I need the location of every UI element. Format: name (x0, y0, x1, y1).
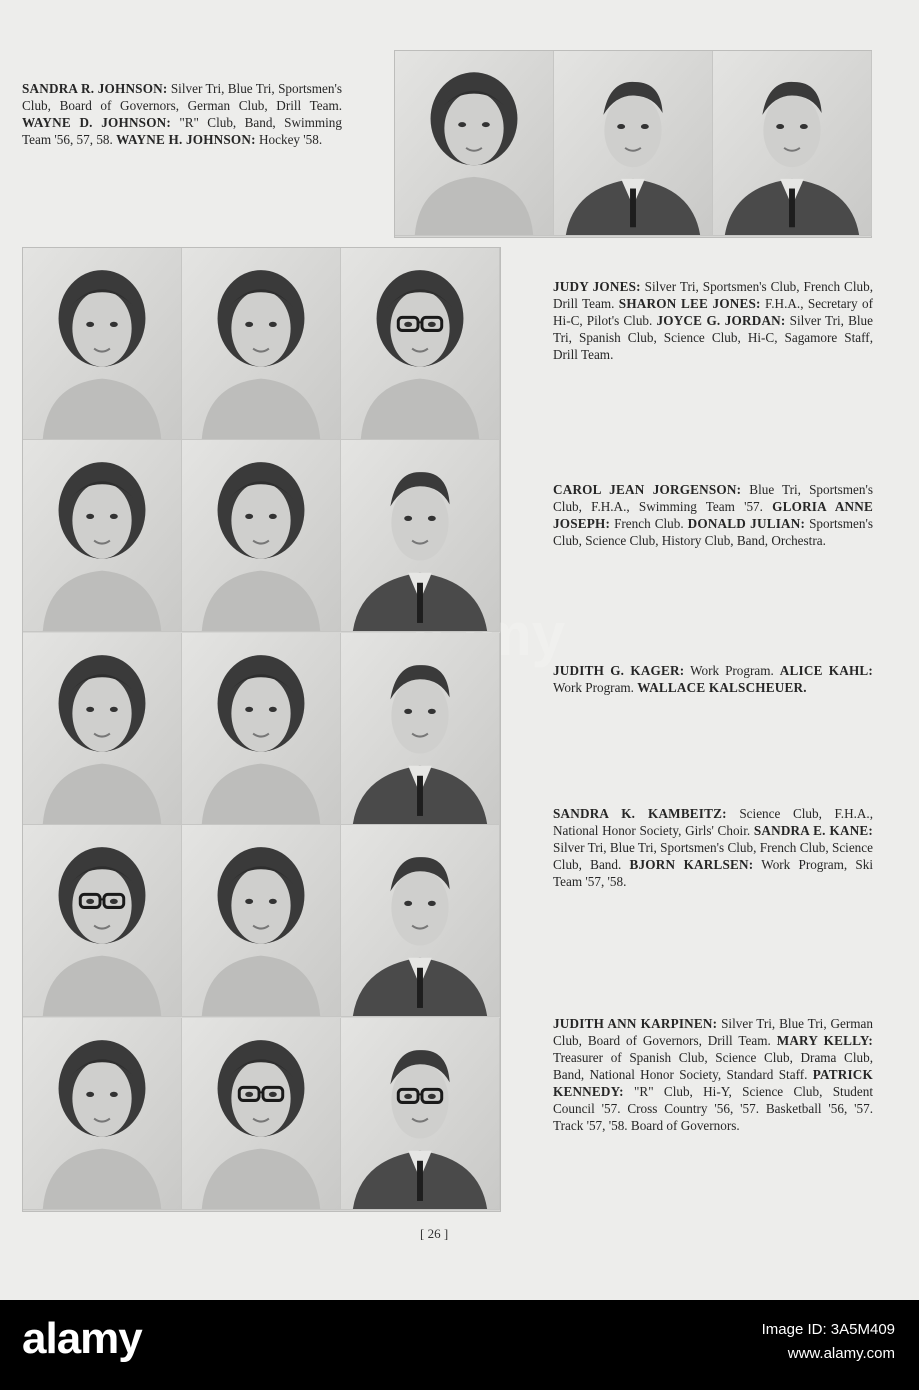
student-name: GLORIA ANNE JOSEPH: (553, 499, 873, 531)
activity-text: French Club. (610, 516, 688, 531)
student-name: PATRICK KENNEDY: (553, 1067, 873, 1099)
image-id: Image ID: 3A5M409 (761, 1321, 895, 1338)
portrait-photo (341, 440, 500, 632)
activity-text: Silver Tri, Sportsmen's Club, French Club, Drill Team. (553, 279, 873, 311)
student-name: SANDRA E. KANE: (753, 823, 874, 838)
portrait-photo (341, 825, 500, 1017)
footer-info (762, 1318, 895, 1366)
portrait-photo (182, 825, 341, 1017)
student-name: ALICE KAHL: (779, 663, 873, 678)
activity-text: Treasurer of Spanish Club, Science Club, Drama Club, Band, National Honor Society, Standard Staff. (553, 1050, 873, 1082)
portrait-photo (182, 248, 341, 440)
activity-text: Work Program. (553, 680, 638, 695)
activity-text: Work Program. (684, 663, 780, 678)
page-number: [ 26 ] (420, 1226, 449, 1241)
caption-row-5 (553, 1015, 873, 1134)
student-name: WALLACE KALSCHEUER. (637, 680, 807, 695)
activity-text: "R" Club, Band, Swimming Team '56, 57, 58. (22, 115, 342, 147)
student-name: WAYNE H. JOHNSON: (116, 132, 256, 147)
student-name: JUDITH ANN KARPINEN: (553, 1016, 718, 1031)
stock-footer (0, 1300, 919, 1390)
student-name: SANDRA K. KAMBEITZ: (553, 806, 727, 821)
activity-text: Silver Tri, Blue Tri, Sportsmen's Club, Board of Governors, German Club, Drill Team. (22, 81, 342, 113)
activity-text: Hockey '58. (255, 132, 323, 147)
student-name: SHARON LEE JONES: (618, 296, 761, 311)
portrait-photo (23, 633, 182, 825)
student-name: JUDITH G. KAGER: (553, 663, 685, 678)
activity-text: F.H.A., Secretary of Hi-C, Pilot's Club. (553, 296, 873, 328)
portrait-photo (23, 825, 182, 1017)
activity-text: "R" Club, Hi-Y, Science Club, Student Council '57. Cross Country '56, '57. Basketball '56, '57. Track '57, '58. Board of Governors. (553, 1084, 873, 1133)
activity-text: Work Program, Ski Team '57, '58. (553, 857, 873, 889)
caption-row-1 (553, 278, 873, 363)
portrait-photo (23, 1018, 182, 1210)
activity-text: Blue Tri, Sportsmen's Club, F.H.A., Swimming Team '57. (553, 482, 873, 514)
caption-row-3 (553, 662, 873, 696)
activity-text: Silver Tri, Blue Tri, Spanish Club, Science Club, Hi-C, Sagamore Staff, Drill Team. (553, 313, 873, 362)
activity-text: Science Club, F.H.A., National Honor Society, Girls' Choir. (553, 806, 874, 838)
student-name: JUDY JONES: (553, 279, 641, 294)
portrait-photo (182, 1018, 341, 1210)
activity-text: Silver Tri, Blue Tri, German Club, Board of Governors, Drill Team. (553, 1016, 873, 1048)
caption-top (22, 80, 342, 148)
portrait-photo (182, 440, 341, 632)
student-name: MARY KELLY: (776, 1033, 874, 1048)
alamy-logo[interactable]: alamy (22, 1314, 142, 1363)
student-name: DONALD JULIAN: (687, 516, 806, 531)
activity-text: Sportsmen's Club, Science Club, History Club, Band, Orchestra. (553, 516, 873, 548)
portrait-photo (23, 440, 182, 632)
portrait-photo (395, 51, 554, 236)
caption-row-2 (553, 481, 873, 549)
student-name: SANDRA R. JOHNSON: (22, 81, 168, 96)
student-name: WAYNE D. JOHNSON: (22, 115, 171, 130)
portrait-photo (713, 51, 872, 236)
portrait-photo (182, 633, 341, 825)
portrait-photo (341, 633, 500, 825)
portrait-photo (23, 248, 182, 440)
portrait-photo (554, 51, 713, 236)
site-link[interactable]: www.alamy.com (787, 1345, 895, 1362)
student-name: BJORN KARLSEN: (629, 857, 754, 872)
caption-row-4 (553, 805, 873, 890)
activity-text: Silver Tri, Blue Tri, Sportsmen's Club, French Club, Science Club, Band. (553, 840, 873, 872)
portrait-photo (341, 248, 500, 440)
student-name: JOYCE G. JORDAN: (656, 313, 786, 328)
student-name: CAROL JEAN JORGENSON: (553, 482, 742, 497)
portrait-photo (341, 1018, 500, 1210)
